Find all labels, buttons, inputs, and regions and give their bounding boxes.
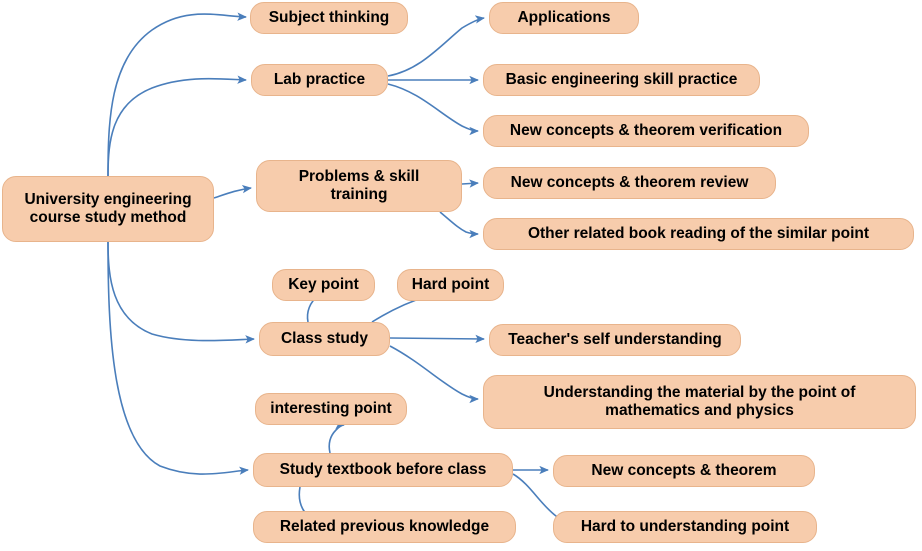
node-understanding[interactable] [483, 375, 916, 429]
node-new_concepts[interactable] [553, 455, 815, 487]
edge-root-to-textbook [108, 242, 248, 474]
node-root[interactable] [2, 176, 214, 242]
node-problems[interactable] [256, 160, 462, 212]
node-teacher[interactable] [489, 324, 741, 356]
node-label-basic_skill: Basic engineering skill practice [505, 70, 738, 88]
node-hard_point[interactable] [397, 269, 504, 301]
node-label-new_concepts: New concepts & theorem [591, 461, 777, 479]
node-label-problems: Problems & skill training [298, 167, 420, 203]
node-basic_skill[interactable] [483, 64, 760, 96]
edge-problems-to-review [462, 183, 478, 184]
edge-class_study-to-teacher [390, 338, 484, 339]
node-label-verification: New concepts & theorem verification [509, 121, 783, 139]
edge-class_study-to-understanding [390, 346, 478, 399]
node-textbook[interactable] [253, 453, 513, 487]
node-class_study[interactable] [259, 322, 390, 356]
node-label-review: New concepts & theorem review [510, 173, 749, 191]
node-key_point[interactable] [272, 269, 375, 301]
node-label-hard_under: Hard to understanding point [580, 517, 790, 535]
node-label-other_reading: Other related book reading of the similar point [527, 224, 870, 242]
node-label-key_point: Key point [288, 275, 359, 293]
node-label-interesting: interesting point [270, 399, 392, 417]
edge-problems-to-other_reading [440, 212, 478, 234]
node-verification[interactable] [483, 115, 809, 147]
node-label-applications: Applications [517, 8, 611, 26]
node-hard_under[interactable] [553, 511, 817, 543]
node-label-teacher: Teacher's self understanding [508, 330, 722, 348]
edge-root-to-lab [108, 79, 246, 176]
node-label-lab: Lab practice [273, 70, 366, 88]
node-lab[interactable] [251, 64, 388, 96]
node-subject[interactable] [250, 2, 408, 34]
node-other_reading[interactable] [483, 218, 914, 250]
node-label-hard_point: Hard point [411, 275, 490, 293]
node-label-class_study: Class study [280, 329, 368, 347]
edge-lab-to-verification [388, 84, 478, 131]
node-label-related_prev: Related previous knowledge [279, 517, 490, 535]
node-label-understanding: Understanding the material by the point of mathematics and physics [543, 383, 856, 419]
node-related_prev[interactable] [253, 511, 516, 543]
node-review[interactable] [483, 167, 776, 199]
edge-root-to-problems [214, 188, 251, 198]
node-applications[interactable] [489, 2, 639, 34]
node-label-textbook: Study textbook before class [279, 460, 487, 478]
node-label-subject: Subject thinking [268, 8, 390, 26]
edge-root-to-class_study [108, 242, 254, 341]
node-interesting[interactable] [255, 393, 407, 425]
edge-textbook-to-interesting [329, 425, 344, 453]
edge-root-to-subject [108, 14, 246, 176]
node-label-root: University engineering course study method [24, 190, 192, 226]
